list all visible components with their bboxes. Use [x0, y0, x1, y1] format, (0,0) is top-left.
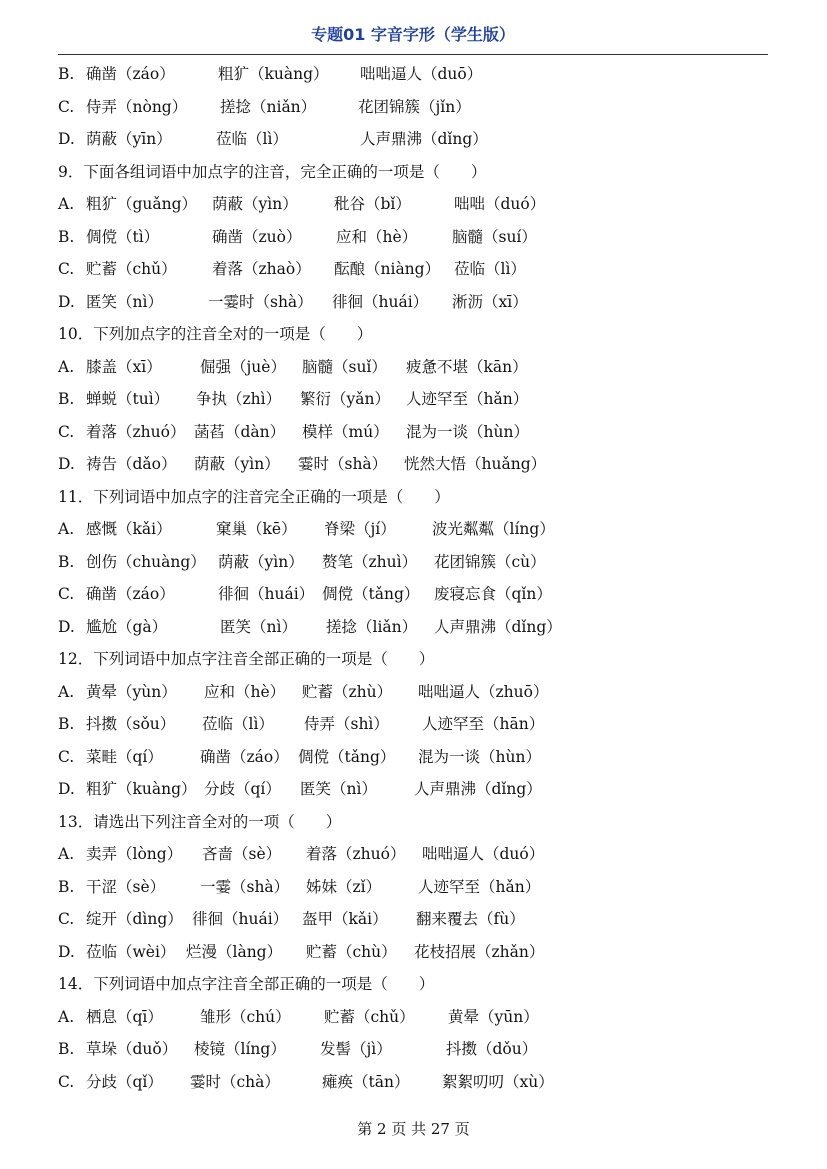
option-item: 应和（hè）	[336, 227, 418, 246]
option-item: 确凿（zuò）	[212, 227, 302, 246]
option-item: 翻来覆去（fù）	[416, 910, 525, 928]
option-item: 分歧（qǐ）	[86, 1072, 163, 1091]
header-divider	[58, 54, 768, 55]
option-line	[58, 676, 768, 709]
option-item: 匿笑（nì）	[220, 617, 297, 636]
option-item: 脊梁（jí）	[324, 520, 396, 538]
option-item: 倜傥（tǎng）	[322, 585, 420, 603]
option-item: 花团锦簇（cù）	[434, 552, 546, 571]
option-item: 秕谷（bǐ）	[334, 195, 411, 213]
option-item: 尴尬（gà）	[86, 617, 168, 636]
option-item: 卖弄（lòng）	[86, 845, 183, 863]
option-item: 盔甲（kǎi）	[302, 910, 388, 928]
option-line	[58, 513, 768, 546]
option-line	[58, 123, 768, 156]
option-item: 莅临（lì）	[216, 130, 288, 148]
option-item: 吝啬（sè）	[202, 845, 282, 863]
option-item: 棱镜（líng）	[194, 1040, 286, 1058]
option-item: 酝酿（niàng）	[334, 260, 441, 278]
option-line	[58, 253, 768, 286]
option-item: 一霎时（shà）	[208, 292, 313, 311]
option-item: 贮蓄（chǔ）	[324, 1007, 415, 1026]
option-item: 人声鼎沸（dǐng）	[360, 130, 488, 148]
option-line	[58, 58, 768, 91]
option-item: 絮絮叨叨（xù）	[442, 1072, 554, 1091]
option-letter: D.	[58, 455, 75, 473]
option-item: 繁衍（yǎn）	[300, 390, 390, 408]
option-line	[58, 773, 768, 806]
option-item: 侍弄（nòng）	[86, 97, 188, 116]
option-item: 感慨（kǎi）	[86, 520, 172, 538]
option-line	[58, 1001, 768, 1034]
option-item: 咄咄逼人（duō）	[360, 65, 483, 83]
option-item: 一霎（shà）	[200, 877, 290, 896]
option-letter: A.	[58, 845, 75, 863]
option-line	[58, 936, 768, 969]
option-item: 人迹罕至（hǎn）	[418, 877, 541, 896]
option-line	[58, 1033, 768, 1066]
option-line	[58, 1066, 768, 1099]
option-item: 侍弄（shì）	[304, 715, 389, 733]
option-item: 徘徊（huái）	[218, 585, 315, 603]
option-item: 混为一谈（hùn）	[418, 747, 541, 766]
option-item: 脑髓（suí）	[452, 227, 537, 246]
option-item: 抖擞（sǒu）	[86, 715, 176, 733]
option-line	[58, 188, 768, 221]
page-header-title: 专题01 字音字形（学生版）	[311, 25, 515, 44]
option-item: 疲惫不堪（kān）	[406, 357, 528, 376]
option-item: 贮蓄（chù）	[306, 942, 397, 961]
option-letter: D.	[58, 617, 75, 636]
option-item: 霎时（shà）	[298, 455, 388, 473]
option-item: 匿笑（nì）	[86, 292, 163, 311]
option-item: 粗犷（kuàng）	[218, 65, 329, 83]
option-item: 混为一谈（hùn）	[406, 422, 529, 441]
option-item: 倜傥（tì）	[86, 227, 160, 246]
question-line	[58, 806, 768, 839]
option-letter: C.	[58, 1072, 75, 1091]
option-item: 徘徊（huái）	[192, 910, 289, 928]
option-item: 窠巢（kē）	[216, 520, 297, 538]
option-letter: D.	[58, 780, 75, 798]
option-item: 花团锦簇（jǐn）	[358, 97, 471, 116]
question-text: 11．下列词语中加点字的注音完全正确的一项是（ ）	[58, 487, 450, 506]
option-item: 人声鼎沸（dǐng）	[414, 780, 542, 798]
option-line	[58, 448, 768, 481]
option-item: 着落（zhaò）	[212, 260, 311, 278]
option-item: 搓捻（liǎn）	[326, 617, 418, 636]
option-line	[58, 578, 768, 611]
option-item: 瘫痪（tān）	[322, 1072, 410, 1091]
option-line	[58, 741, 768, 774]
option-letter: A.	[58, 520, 75, 538]
option-letter: D.	[58, 292, 75, 311]
option-line	[58, 221, 768, 254]
option-item: 雏形（chú）	[200, 1007, 291, 1026]
option-item: 分歧（qí）	[204, 780, 281, 798]
option-item: 荫蔽（yìn）	[218, 552, 304, 571]
page-footer: 第 2 页 共 27 页	[357, 1120, 470, 1138]
option-item: 花枝招展（zhǎn）	[414, 942, 545, 961]
option-item: 废寝忘食（qǐn）	[434, 585, 552, 603]
option-item: 黄晕（yūn）	[448, 1007, 539, 1026]
option-line	[58, 903, 768, 936]
option-line	[58, 416, 768, 449]
option-item: 咄咄逼人（duó）	[422, 845, 545, 863]
option-item: 恍然大悟（huǎng）	[404, 455, 547, 473]
option-item: 咄咄逼人（zhuō）	[418, 682, 549, 701]
option-item: 确凿（záo）	[86, 585, 175, 603]
option-item: 人迹罕至（hǎn）	[406, 390, 529, 408]
option-item: 模样（mú）	[302, 422, 389, 441]
option-letter: A.	[58, 682, 75, 701]
option-letter: C.	[58, 422, 75, 441]
option-item: 徘徊（huái）	[332, 292, 429, 311]
option-letter: B.	[58, 390, 75, 408]
question-text: 13．请选出下列注音全对的一项（ ）	[58, 812, 342, 831]
option-item: 确凿（záo）	[200, 747, 289, 766]
option-item: 波光粼粼（líng）	[432, 520, 555, 538]
option-letter: C.	[58, 260, 75, 278]
option-letter: B.	[58, 715, 75, 733]
option-letter: A.	[58, 195, 75, 213]
option-item: 咄咄（duó）	[454, 195, 546, 213]
option-item: 人声鼎沸（dǐng）	[434, 617, 562, 636]
option-item: 干涩（sè）	[86, 877, 166, 896]
option-item: 创伤（chuàng）	[86, 552, 206, 571]
option-item: 粗犷（kuàng）	[86, 780, 197, 798]
option-line	[58, 838, 768, 871]
question-text: 12．下列词语中加点字注音全部正确的一项是（ ）	[58, 650, 435, 668]
option-item: 荫蔽（yìn）	[212, 195, 298, 213]
option-letter: B.	[58, 1040, 75, 1058]
option-item: 搓捻（niǎn）	[220, 97, 317, 116]
option-item: 菜畦（qí）	[86, 747, 163, 766]
option-letter: C.	[58, 97, 75, 116]
option-item: 草垛（duǒ）	[86, 1040, 178, 1058]
option-item: 姊妹（zǐ）	[306, 877, 382, 896]
option-item: 菡萏（dàn）	[194, 422, 286, 441]
option-item: 发髻（jì）	[320, 1040, 392, 1058]
option-item: 倔强（juè）	[200, 357, 286, 376]
question-line	[58, 156, 768, 189]
option-item: 人迹罕至（hān）	[422, 715, 545, 733]
option-item: 膝盖（xī）	[86, 357, 162, 376]
option-line	[58, 871, 768, 904]
option-item: 着落（zhuó）	[86, 422, 186, 441]
option-letter: B.	[58, 227, 75, 246]
option-item: 贮蓄（chǔ）	[86, 260, 177, 278]
question-line	[58, 481, 768, 514]
option-item: 莅临（lì）	[454, 260, 526, 278]
question-line	[58, 968, 768, 1001]
option-letter: C.	[58, 910, 75, 928]
option-item: 应和（hè）	[204, 682, 286, 701]
option-line	[58, 286, 768, 319]
option-line	[58, 383, 768, 416]
option-item: 争执（zhì）	[196, 390, 282, 408]
option-letter: D.	[58, 130, 75, 148]
option-letter: A.	[58, 357, 75, 376]
question-text: 14．下列词语中加点字注音全部正确的一项是（ ）	[58, 975, 435, 993]
option-item: 莅临（lì）	[202, 715, 274, 733]
option-letter: C.	[58, 585, 75, 603]
option-letter: B.	[58, 65, 75, 83]
option-item: 着落（zhuó）	[306, 845, 406, 863]
option-line	[58, 708, 768, 741]
option-item: 霎时（chà）	[190, 1072, 280, 1091]
option-line	[58, 351, 768, 384]
option-item: 祷告（dǎo）	[86, 455, 177, 473]
question-text: 10．下列加点字的注音全对的一项是（ ）	[58, 325, 373, 343]
option-letter: B.	[58, 552, 75, 571]
option-letter: D.	[58, 942, 75, 961]
option-item: 绽开（dìng）	[86, 910, 183, 928]
option-letter: A.	[58, 1007, 75, 1026]
option-item: 烂漫（làng）	[186, 942, 283, 961]
option-item: 贮蓄（zhù）	[302, 682, 393, 701]
option-item: 匿笑（nì）	[300, 780, 377, 798]
option-item: 蝉蜕（tuì）	[86, 390, 170, 408]
option-item: 赘笔（zhuì）	[322, 552, 418, 571]
option-item: 抖擞（dǒu）	[446, 1040, 538, 1058]
option-item: 确凿（záo）	[86, 65, 175, 83]
option-line	[58, 546, 768, 579]
option-item: 粗犷（guǎng）	[86, 195, 198, 213]
option-item: 莅临（wèi）	[86, 942, 176, 961]
option-item: 脑髓（suǐ）	[302, 357, 387, 376]
question-line	[58, 643, 768, 676]
question-line	[58, 318, 768, 351]
option-line	[58, 611, 768, 644]
option-item: 倜傥（tǎng）	[298, 747, 396, 766]
document-body	[58, 58, 768, 1098]
option-letter: B.	[58, 877, 75, 896]
option-item: 淅沥（xī）	[452, 292, 528, 311]
option-item: 栖息（qī）	[86, 1007, 163, 1026]
option-line	[58, 91, 768, 124]
question-text: 9．下面各组词语中加点字的注音，完全正确的一项是（ ）	[58, 162, 487, 181]
option-item: 荫蔽（yīn）	[86, 130, 172, 148]
option-item: 荫蔽（yìn）	[194, 455, 280, 473]
option-letter: C.	[58, 747, 75, 766]
option-item: 黄晕（yùn）	[86, 682, 177, 701]
